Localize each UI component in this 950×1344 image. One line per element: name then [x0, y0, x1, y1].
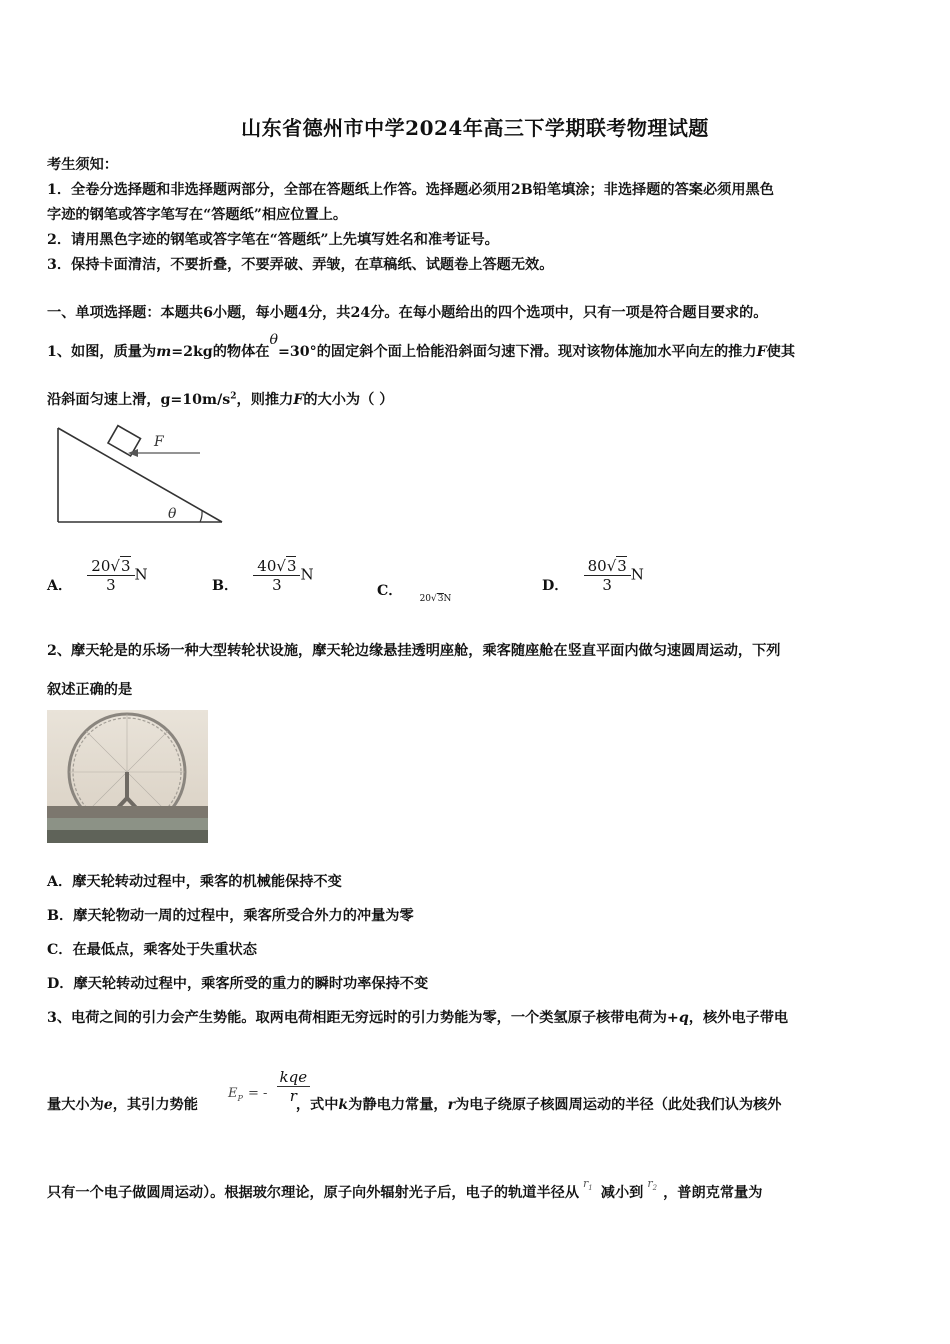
angle-arc — [200, 511, 202, 522]
q2-option-c[interactable]: C．在最低点，乘客处于失重状态 — [47, 942, 257, 958]
ferris-wheel-photo — [47, 710, 208, 843]
q3-stem-line3: 只有一个电子做圆周运动）。根据玻尔理论，原子向外辐射光子后，电子的轨道半径从$^{r_1}$ 减小到$^{r_2}$ ，普朗克常量为 — [47, 1177, 763, 1201]
q3-stem-line1: 3、电荷之间的引力会产生势能。取两电荷相距无穷远时的引力势能为零，一个类氢原子核带电荷为+q，核外电子带电 — [47, 1010, 789, 1026]
q3-stem-line2: 量大小为e，其引力势能 ，式中k为静电力常量，r为电子绕原子核圆周运动的半径（此处我们认为核外 — [47, 1097, 782, 1113]
force-label: F — [154, 434, 164, 450]
notice-item: 2．请用黑色字迹的钢笔或答字笔在“答题纸”上先填写姓名和准考证号。 — [47, 232, 499, 248]
q2-option-d[interactable]: D．摩天轮转动过程中，乘客所受的重力的瞬时功率保持不变 — [47, 976, 429, 992]
angle-label: θ — [168, 506, 177, 522]
incline-figure — [50, 422, 230, 530]
page-title: 山东省德州市中学2024年高三下学期联考物理试题 — [241, 116, 709, 140]
section-heading: 一、单项选择题：本题共6小题，每小题4分，共24分。在每小题给出的四个选项中，只有一项是符合题目要求的。 — [47, 305, 768, 321]
notice-item: 3．保持卡面清洁，不要折叠，不要弄破、弄皱，在草稿纸、试题卷上答题无效。 — [47, 257, 554, 273]
q1-option-c[interactable]: C． $_{20√3N}$ — [377, 583, 452, 604]
q2-option-a[interactable]: A．摩天轮转动过程中，乘客的机械能保持不变 — [47, 874, 342, 890]
q1-option-a[interactable]: A． $\frac{20√3}{3}$ N — [47, 557, 148, 594]
q2-stem-line2: 叙述正确的是 — [47, 682, 133, 698]
potential-energy-formula: $_{EP}$ $_{= -}$ kqe r — [228, 1068, 310, 1105]
notice-item: 1．全卷分选择题和非选择题两部分，全部在答题纸上作答。选择题必须用2B铅笔填涂；非选择题的答案必须用黑色 — [47, 182, 774, 198]
notice-heading: 考生须知： — [47, 157, 118, 173]
q1-option-d[interactable]: D． $\frac{80√3}{3}$ N — [542, 557, 644, 594]
q1-stem-line1: 1、如图，质量为m=2kg的物体在θ=30°的固定斜个面上恰能沿斜面匀速下滑。现对该物体施加水平向左的推力F使其 — [47, 332, 796, 360]
q2-stem-line1: 2、摩天轮是的乐场一种大型转轮状设施，摩天轮边缘悬挂透明座舱，乘客随座舱在竖直平面内做匀速圆周运动，下列 — [47, 643, 781, 659]
notice-item: 字迹的钢笔或答字笔写在“答题纸”相应位置上。 — [47, 207, 348, 223]
q2-option-b[interactable]: B．摩天轮物动一周的过程中，乘客所受合外力的冲量为零 — [47, 908, 414, 924]
q1-stem-line2: 沿斜面匀速上滑，$g=10m/s^2$，则推力F的大小为（ ） — [47, 391, 394, 408]
q1-option-b[interactable]: B． $\frac{40√3}{3}$ N — [212, 557, 314, 594]
incline-hypotenuse — [58, 428, 222, 522]
